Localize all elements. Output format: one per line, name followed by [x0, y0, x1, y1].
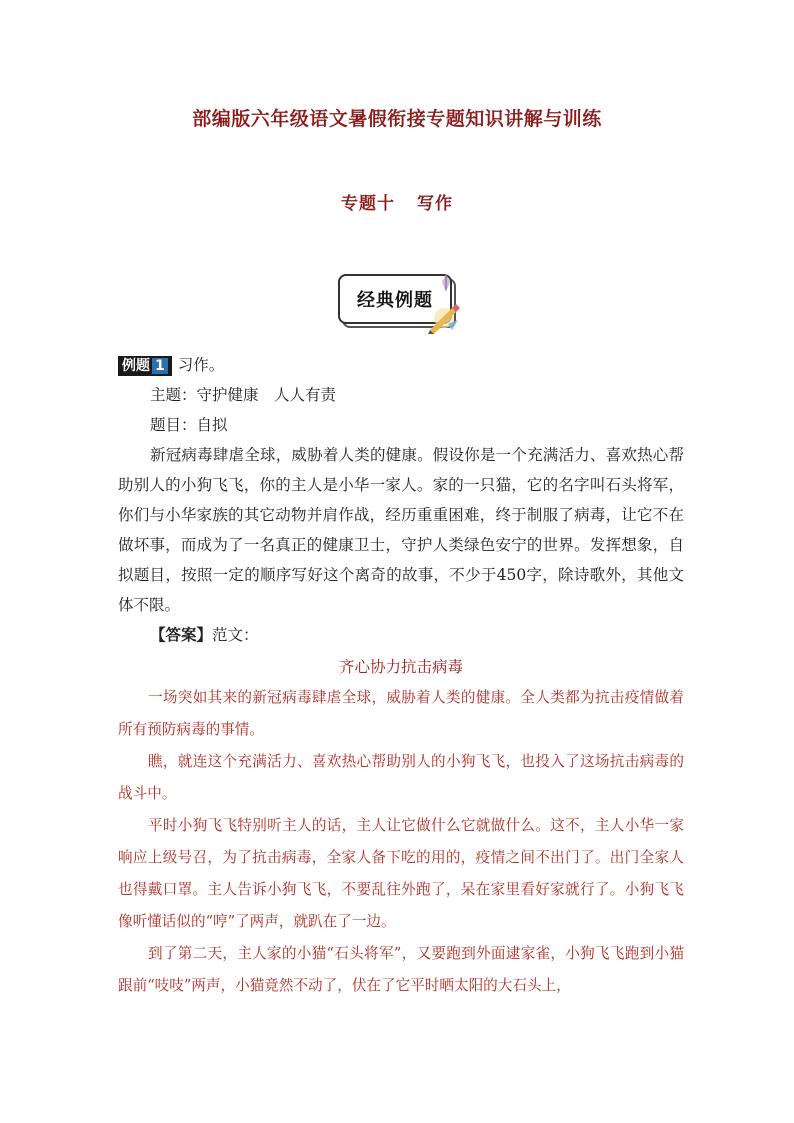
section-badge-label: 经典例题: [338, 274, 452, 324]
answer-suffix: 范文：: [212, 626, 259, 644]
leaf-decoration-icon: [436, 272, 456, 294]
answer-label: 【答案】: [150, 625, 213, 644]
topic-title: [0, 189, 794, 214]
content-body: [118, 350, 684, 1002]
title-requirement: 题目：自拟: [150, 416, 228, 434]
example-task: 习作。: [177, 356, 225, 374]
essay-paragraph: 到了第二天，主人家的小猫“石头将军”，又要跑到外面逮家雀，小狗飞飞跑到小猫跟前“吱吱”两声，小猫竟然不动了，伏在了它平时晒太阳的大石头上，: [118, 945, 684, 994]
example-number: 1: [152, 358, 168, 374]
essay-paragraph: 一场突如其来的新冠病毒肆虐全球，威胁着人类的健康。全人类都为抗击疫情做着所有预防病毒的事情。: [118, 689, 684, 738]
essay-paragraph: 瞧，就连这个充满活力、喜欢热心帮助别人的小狗飞飞，也投入了这场抗击病毒的战斗中。: [118, 753, 684, 802]
essay-title: 齐心协力抗击病毒: [338, 658, 463, 676]
document-title: 部编版六年级语文暑假衔接专题知识讲解与训练: [192, 108, 602, 130]
topic-label: 专题十: [341, 194, 395, 214]
writing-prompt: 新冠病毒肆虐全球，威胁着人类的健康。假设你是一个充满活力、喜欢热心帮助别人的小狗飞飞，你的主人是小华一家人。家的一只猫，它的名字叫石头将军，你们与小华家族的其它动物并肩作战，经历重重困难，终于制服了病毒，让它不在做坏事，而成为了一名真正的健康卫士，守护人类绿色安宁的世界。发挥想象，自拟题目，按照一定的顺序写好这个离奇的故事，不少于450字，除诗歌外，其他文体不限。: [118, 446, 684, 614]
example-header: [118, 350, 684, 380]
theme-line: 主题：守护健康 人人有责: [150, 386, 337, 404]
example-label: 例题 1: [118, 356, 172, 376]
answer-line: [118, 620, 684, 650]
topic-name: 写作: [417, 194, 453, 214]
section-badge: [338, 272, 462, 334]
pencil-decoration-icon: [422, 294, 462, 334]
essay-body: [118, 682, 684, 1002]
essay-paragraph: 平时小狗飞飞特别听主人的话，主人让它做什么它就做什么。这不，主人小华一家响应上级号召，为了抗击病毒，全家人备下吃的用的，疫情之间不出门了。出门全家人也得戴口罩。主人告诉小狗飞飞，不要乱往外跑了，呆在家里看好家就行了。小狗飞飞像听懂话似的“哼”了两声，就趴在了一边。: [118, 817, 684, 930]
